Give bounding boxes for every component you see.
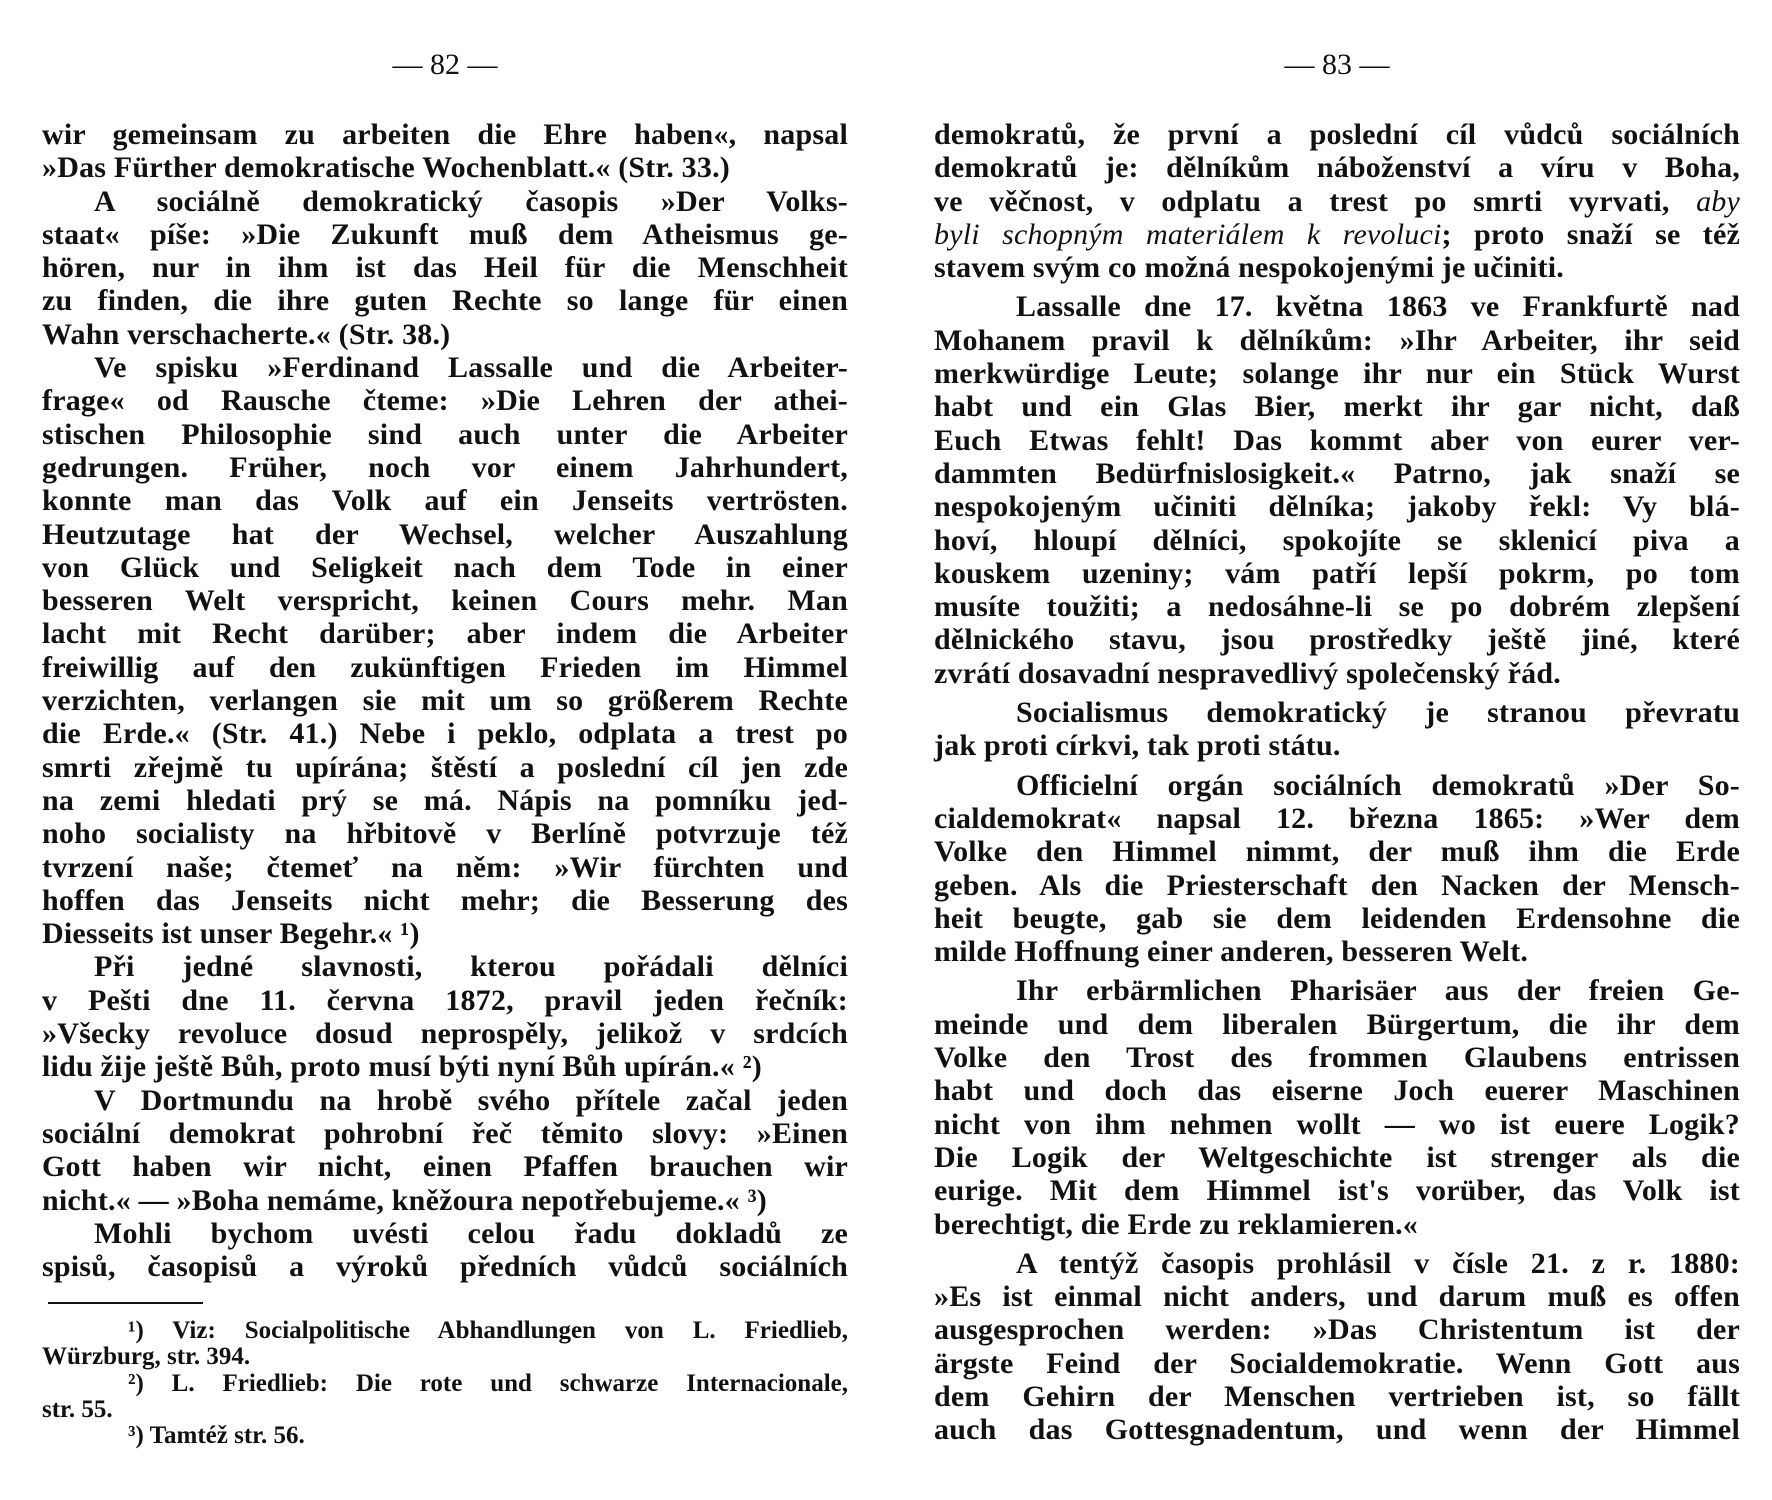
text-line: lacht mit Recht darüber; aber indem die Arbeiter [42, 617, 848, 651]
text-segment: ; proto snaží se též [1441, 217, 1740, 251]
text-segment: ve věčnost, v odplatu a trest po smrti vyrvati, [934, 184, 1670, 218]
text-line: dem Gehirn der Menschen vertrieben ist, so fällt [934, 1379, 1740, 1413]
text-line: berechtigt, die Erde zu reklamieren.« [934, 1207, 1418, 1241]
text-line: smrti zřejmě tu upírána; štěstí a poslední cíl jen zde [42, 750, 848, 784]
text-line: Volke den Trost des frommen Glaubens entrissen [934, 1041, 1740, 1075]
text-line: »Všecky revoluce dosud neprospěly, jelikož v srdcích [42, 1017, 848, 1051]
text-line: Ve spisku »Ferdinand Lassalle und die Arbeiter- [94, 351, 848, 385]
text-line: sociální demokrat pohrobní řeč těmito slovy: »Einen [42, 1116, 848, 1150]
footnote-line: ²) L. Friedlieb: Die rote und schwarze Internacionale, [128, 1369, 848, 1397]
text-line: Euch Etwas fehlt! Das kommt aber von eurer ver- [934, 423, 1740, 457]
left-page-body [42, 118, 848, 1283]
text-line: nespokojeným učiniti dělníka; jakoby řekl: Vy blá- [934, 490, 1740, 524]
text-line: tvrzení naše; čtemeť na něm: »Wir fürchten und [42, 850, 848, 884]
text-line: demokratů, že první a poslední cíl vůdců sociálních [934, 118, 1740, 151]
text-line: Při jedné slavnosti, kterou pořádali dělníci [94, 950, 848, 984]
text-line: dammten Bedürfnislosigkeit.« Patrno, jak snaží se [934, 456, 1740, 490]
text-line: Diesseits ist unser Begehr.« ¹) [42, 917, 420, 951]
text-line: stavem svým co možná nespokojenými je učiniti. [934, 251, 1564, 285]
footnote-line: Würzburg, str. 394. [42, 1343, 251, 1371]
left-page [42, 0, 848, 1500]
text-line: musíte toužiti; a nedosáhne-li se po dobrém zlepšení [934, 590, 1740, 624]
text-line [934, 185, 1740, 218]
text-line: v Pešti dne 11. června 1872, pravil jeden řečník: [42, 983, 848, 1017]
text-line: jak proti církvi, tak proti státu. [934, 729, 1341, 763]
text-line: na zemi hledati prý se má. Nápis na pomníku jed- [42, 783, 848, 817]
text-line: stischen Philosophie sind auch unter die Arbeiter [42, 417, 848, 451]
text-line: lidu žije ještě Bůh, proto musí býti nyní Bůh upírán.« ²) [42, 1050, 762, 1084]
text-line: »Das Fürther demokratische Wochenblatt.« (Str. 33.) [42, 151, 730, 185]
text-line: auch das Gottesgnadentum, und wenn der Himmel [934, 1413, 1740, 1447]
text-line: meinde und dem liberalen Bürgertum, die ihr dem [934, 1007, 1740, 1041]
text-line: Volke den Himmel nimmt, der muß ihm die Erde [934, 835, 1740, 869]
text-line: gedrungen. Früher, noch vor einem Jahrhundert, [42, 450, 848, 484]
text-line: Gott haben wir nicht, einen Pfaffen brauchen wir [42, 1150, 848, 1184]
page-number: — 82 — [392, 48, 498, 81]
text-line: freiwillig auf den zukünftigen Frieden im Himmel [42, 650, 848, 684]
text-line: ausgesprochen werden: »Das Christentum ist der [934, 1313, 1740, 1347]
footnote-line: ¹) Viz: Socialpolitische Abhandlungen von L. Friedlieb, [128, 1317, 848, 1344]
text-line: Mohanem pravil k dělníkům: »Ihr Arbeiter, ihr seid [934, 323, 1740, 357]
text-line: von Glück und Seligkeit nach dem Tode in einer [42, 550, 848, 584]
text-line: eurige. Mit dem Himmel ist's vorüber, das Volk ist [934, 1174, 1740, 1208]
text-line: demokratů je: dělníkům náboženství a víru v Boha, [934, 151, 1740, 185]
text-line: hoví, hloupí dělníci, spokojíte se sklenicí piva a [934, 523, 1740, 557]
text-line: spisů, časopisů a výroků předních vůdců sociálních [42, 1250, 848, 1284]
text-line: V Dortmundu na hrobě svého přítele začal jeden [94, 1083, 848, 1117]
text-line: zvrátí dosavadní nespravedlivý společenský řád. [934, 656, 1561, 690]
right-page [934, 0, 1740, 1500]
footnote-line: str. 55. [42, 1395, 113, 1423]
footnotes [42, 1318, 848, 1449]
text-line: milde Hoffnung einer anderen, besseren Welt. [934, 935, 1529, 969]
text-line: merkwürdige Leute; solange ihr nur ein Stück Wurst [934, 357, 1740, 391]
text-line: nicht von ihm nehmen wollt — wo ist euere Logik? [934, 1107, 1740, 1141]
text-line: hoffen das Jenseits nicht mehr; die Besserung des [42, 883, 848, 917]
text-line: Lassalle dne 17. května 1863 ve Frankfurtě nad [1016, 290, 1740, 324]
text-line: besseren Welt verspricht, keinen Cours mehr. Man [42, 584, 848, 618]
text-line: ärgste Feind der Socialdemokratie. Wenn Gott aus [934, 1346, 1740, 1380]
text-line: Officielní orgán sociálních demokratů »Der So- [1016, 768, 1740, 802]
page-number: — 83 — [1284, 48, 1390, 81]
text-line: konnte man das Volk auf ein Jenseits vertrösten. [42, 484, 848, 518]
text-line: noho socialisty na hřbitově v Berlíně potvrzuje též [42, 817, 848, 851]
text-line: habt und doch das eiserne Joch euerer Maschinen [934, 1074, 1740, 1108]
footnote-line: ³) Tamtéž str. 56. [128, 1422, 305, 1450]
text-line: Heutzutage hat der Wechsel, welcher Auszahlung [42, 517, 848, 551]
text-line: kouskem uzeniny; vám patří lepší pokrm, po tom [934, 556, 1740, 590]
text-line: cialdemokrat« napsal 12. března 1865: »Wer dem [934, 801, 1740, 835]
text-line: A tentýž časopis prohlásil v čísle 21. z r. 1880: [1016, 1246, 1740, 1280]
text-line: »Es ist einmal nicht anders, und darum muß es offen [934, 1280, 1740, 1314]
text-line: frage« od Rausche čteme: »Die Lehren der athei- [42, 384, 848, 418]
footnote-divider [48, 1302, 203, 1304]
text-line: zu finden, die ihre guten Rechte so lange für einen [42, 284, 848, 318]
text-line: hören, nur in ihm ist das Heil für die Menschheit [42, 251, 848, 285]
text-line: geben. Als die Priesterschaft den Nacken der Mensch- [934, 868, 1740, 902]
text-line: habt und ein Glas Bier, merkt ihr gar nicht, daß [934, 390, 1740, 424]
text-line: Ihr erbärmlichen Pharisäer aus der freien Ge- [1016, 974, 1740, 1008]
italic-text: byli schopným materiálem k revoluci [934, 217, 1442, 251]
text-line: Mohli bychom uvésti celou řadu dokladů ze [94, 1216, 848, 1250]
text-line: Die Logik der Weltgeschichte ist strenger als die [934, 1140, 1740, 1174]
text-line: wir gemeinsam zu arbeiten die Ehre haben«, napsal [42, 118, 848, 151]
text-line: dělnického stavu, jsou prostředky ještě jiné, které [934, 623, 1740, 657]
text-line: Socialismus demokratický je stranou převratu [1016, 696, 1740, 730]
text-line: verzichten, verlangen sie mit um so größerem Rechte [42, 684, 848, 718]
italic-text: aby [1696, 184, 1741, 218]
text-line: nicht.« — »Boha nemáme, kněžoura nepotřebujeme.« ³) [42, 1183, 767, 1217]
text-line: heit beugte, gab sie dem leidenden Erdensohne die [934, 901, 1740, 935]
text-line: die Erde.« (Str. 41.) Nebe i peklo, odplata a trest po [42, 717, 848, 751]
text-line [934, 218, 1740, 251]
text-line: A sociálně demokratický časopis »Der Volks- [94, 184, 848, 218]
text-line: staat« píše: »Die Zukunft muß dem Atheismus ge- [42, 217, 848, 251]
text-line: Wahn verschacherte.« (Str. 38.) [42, 317, 451, 351]
right-page-body [934, 118, 1740, 1447]
